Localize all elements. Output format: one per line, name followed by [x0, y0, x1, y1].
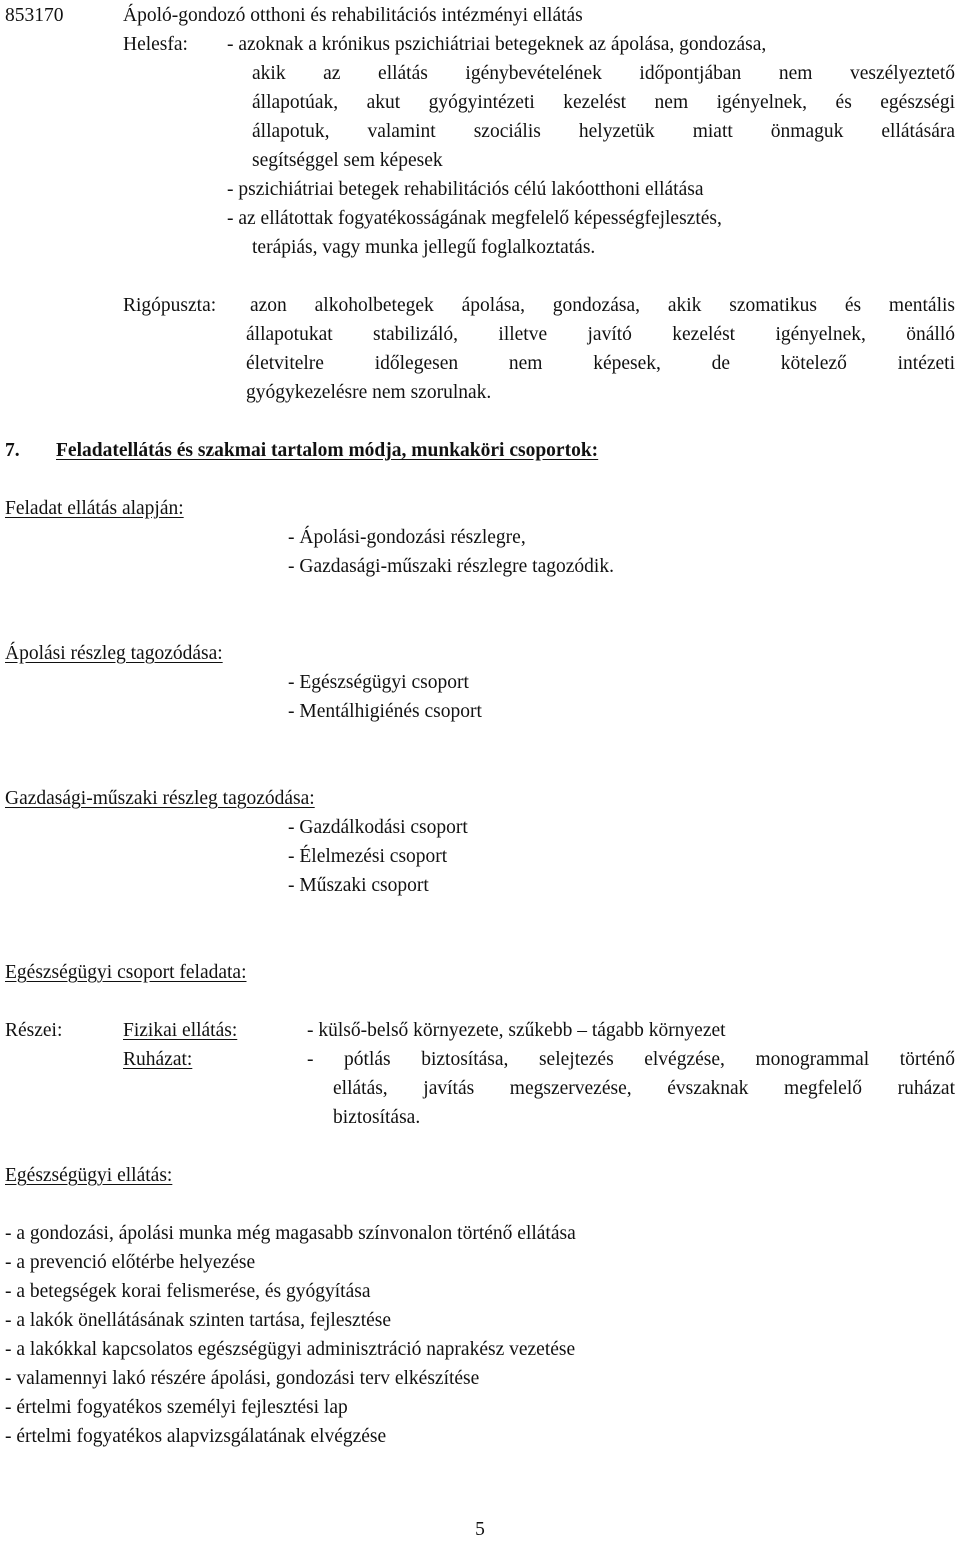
- ruhazat-text: - pótlás biztosítása, selejtezés elvégzése, monogrammal történő: [307, 1049, 955, 1070]
- rigopuszta-line: életvitelre időlegesen nem képesek, de kötelező intézeti: [246, 353, 955, 374]
- list-item: - Egészségügyi csoport: [288, 672, 469, 693]
- helesfa-line: segítséggel sem képesek: [252, 150, 443, 171]
- list-item: - Élelmezési csoport: [288, 846, 448, 867]
- helesfa-line: állapotuk, valamint szociális helyzetük miatt önmaguk ellátására: [252, 121, 955, 142]
- document-code: 853170: [5, 5, 64, 26]
- list-item: - Ápolási-gondozási részlegre,: [288, 527, 526, 548]
- ruhazat-label: Ruházat:: [123, 1049, 193, 1070]
- fizikai-label: Fizikai ellátás:: [123, 1020, 238, 1041]
- helesfa-line: - pszichiátriai betegek rehabilitációs célú lakóotthoni ellátása: [227, 179, 704, 200]
- list-item: - értelmi fogyatékos személyi fejlesztési lap: [5, 1397, 348, 1418]
- helesfa-line: állapotúak, akut gyógyintézeti kezelést nem igényelnek, és egészségi: [252, 92, 955, 113]
- helesfa-line: - azoknak a krónikus pszichiátriai betegeknek az ápolása, gondozása,: [227, 34, 767, 55]
- helesfa-line: - az ellátottak fogyatékosságának megfelelő képességfejlesztés,: [227, 208, 722, 229]
- ruhazat-text: ellátás, javítás megszervezése, évszaknak megfelelő ruházat: [333, 1078, 955, 1099]
- list-item: - a lakók önellátásának szinten tartása, fejlesztése: [5, 1310, 392, 1331]
- list-item: - a betegségek korai felismerése, és gyógyítása: [5, 1281, 371, 1302]
- helesfa-line: akik az ellátás igénybevételének időpontjában nem veszélyeztető: [252, 63, 955, 84]
- gazdasagi-list: [288, 813, 468, 900]
- list-item: - a lakókkal kapcsolatos egészségügyi adminisztráció naprakész vezetése: [5, 1339, 576, 1360]
- rigopuszta-label: Rigópuszta:: [123, 295, 217, 316]
- section-heading: Feladatellátás és szakmai tartalom módja, munkaköri csoportok:: [56, 440, 599, 461]
- euellatas-list: [5, 1219, 576, 1451]
- list-item: - Gazdálkodási csoport: [288, 817, 468, 838]
- rigopuszta-line: gyógykezelésre nem szorulnak.: [246, 382, 492, 403]
- list-item: - a gondozási, ápolási munka még magasabb színvonalon történő ellátása: [5, 1223, 576, 1244]
- list-item: - valamennyi lakó részére ápolási, gondozási terv elkészítése: [5, 1368, 480, 1389]
- fizikai-text: - külső-belső környezete, szűkebb – tágabb környezet: [307, 1020, 726, 1041]
- gazdasagi-label: Gazdasági-műszaki részleg tagozódása:: [5, 788, 315, 809]
- feladat-label: Feladat ellátás alapján:: [5, 498, 184, 519]
- helesfa-label: Helesfa:: [123, 34, 188, 55]
- document-title: Ápoló-gondozó otthoni és rehabilitációs intézményi ellátás: [123, 5, 583, 26]
- apolasi-list: [288, 668, 482, 726]
- list-item: - Műszaki csoport: [288, 875, 429, 896]
- list-item: - Gazdasági-műszaki részlegre tagozódik.: [288, 556, 614, 577]
- section-number: 7.: [5, 440, 20, 461]
- apolasi-label: Ápolási részleg tagozódása:: [5, 643, 223, 664]
- feladat-list: [288, 523, 614, 581]
- eucsoport-label: Egészségügyi csoport feladata:: [5, 962, 247, 983]
- list-item: - értelmi fogyatékos alapvizsgálatának elvégzése: [5, 1426, 387, 1447]
- rigopuszta-line: azon alkoholbetegek ápolása, gondozása, akik szomatikus és mentális: [250, 295, 955, 316]
- list-item: - Mentálhigiénés csoport: [288, 701, 482, 722]
- ruhazat-text: biztosítása.: [333, 1107, 421, 1128]
- euellatas-label: Egészségügyi ellátás:: [5, 1165, 173, 1186]
- rigopuszta-line: állapotukat stabilizáló, illetve javító kezelést igényelnek, önálló: [246, 324, 955, 345]
- page-number: 5: [475, 1519, 485, 1540]
- reszei-label: Részei:: [5, 1020, 63, 1041]
- helesfa-line: terápiás, vagy munka jellegű foglalkoztatás.: [252, 237, 596, 258]
- list-item: - a prevenció előtérbe helyezése: [5, 1252, 256, 1273]
